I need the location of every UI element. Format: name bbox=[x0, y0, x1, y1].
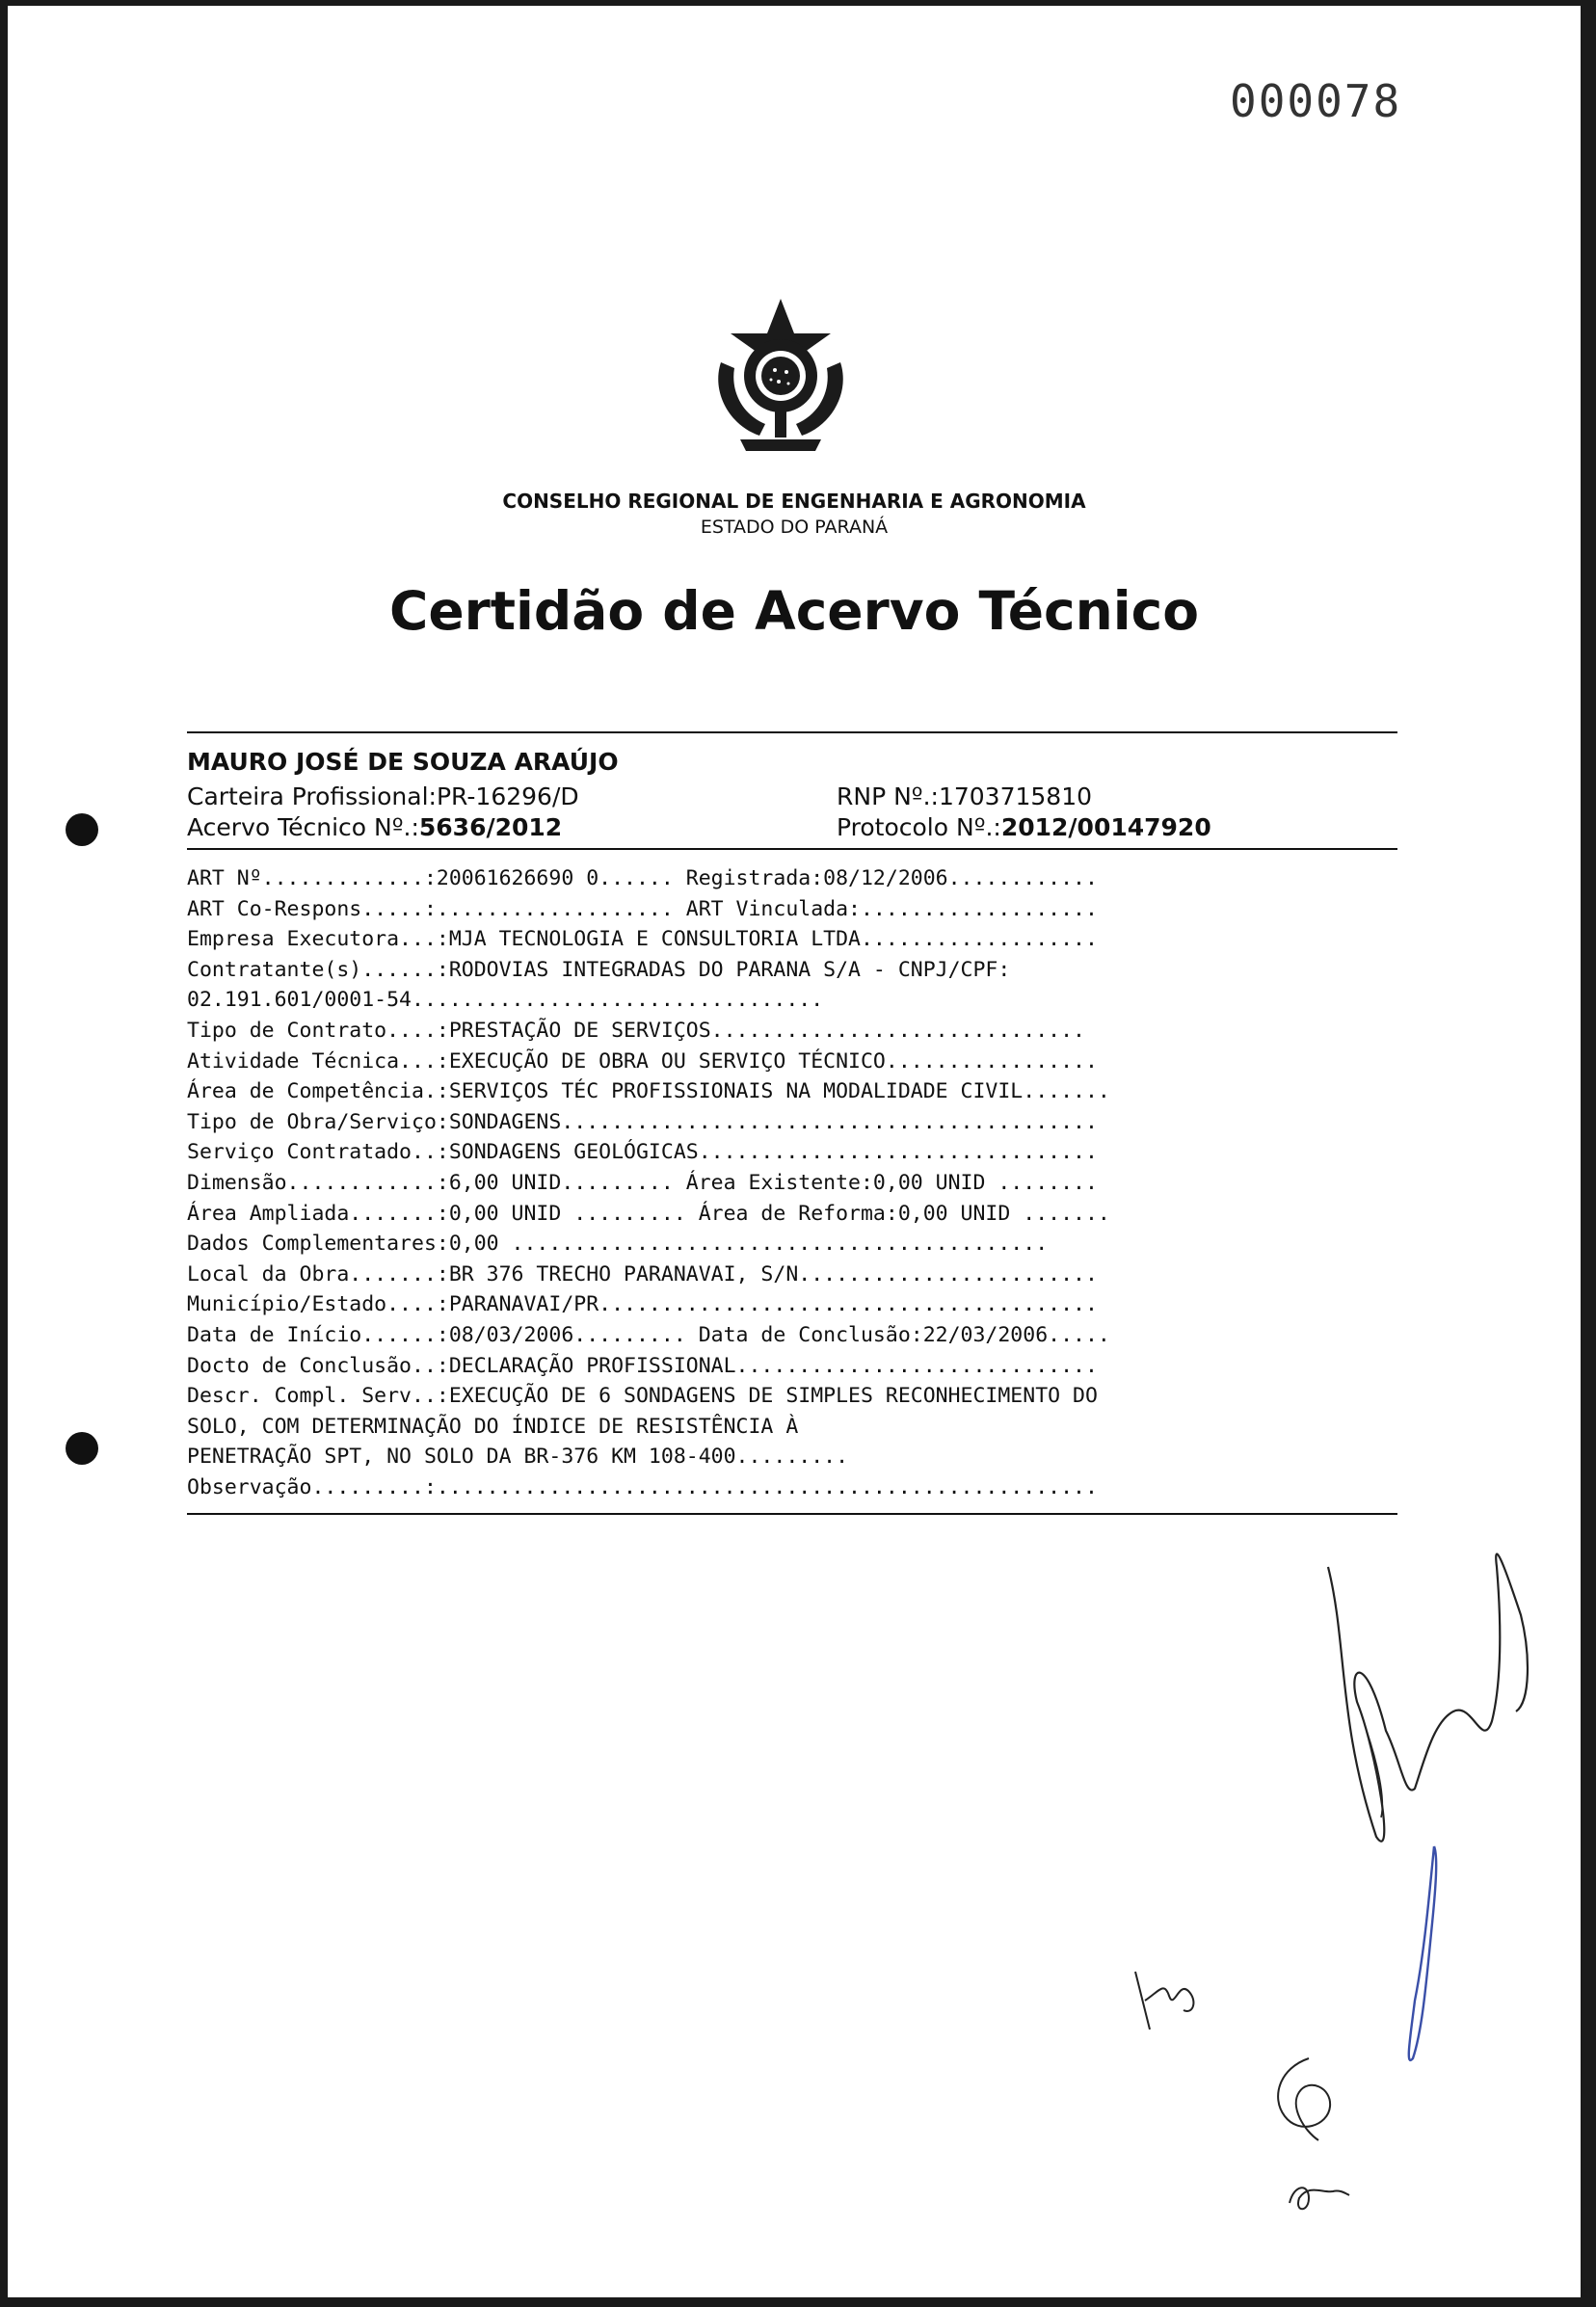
field-row: Dimensão............:6,00 UNID......... Área Existente:0,00 UNID ........ bbox=[187, 1170, 1098, 1195]
council-name: CONSELHO REGIONAL DE ENGENHARIA E AGRONOMIA bbox=[502, 490, 1086, 513]
initials-mark bbox=[1126, 1962, 1212, 2039]
rnp-value: 1703715810 bbox=[938, 782, 1093, 810]
header-divider-bottom bbox=[187, 848, 1397, 850]
protocolo-value: 2012/00147920 bbox=[1000, 813, 1211, 841]
field-row: PENETRAÇÃO SPT, NO SOLO DA BR-376 KM 108-400......... bbox=[187, 1445, 849, 1470]
initials-small bbox=[1280, 2164, 1357, 2222]
field-row: Área Ampliada.......:0,00 UNID ......... Área de Reforma:0,00 UNID ....... bbox=[187, 1201, 1110, 1226]
field-row: Docto de Conclusão..:DECLARAÇÃO PROFISSIONAL............................. bbox=[187, 1353, 1098, 1378]
header-divider-top bbox=[187, 731, 1397, 733]
punch-hole-icon bbox=[66, 1432, 98, 1465]
field-row: Tipo de Contrato....:PRESTAÇÃO DE SERVIÇOS.............................. bbox=[187, 1018, 1085, 1043]
state-name: ESTADO DO PARANÁ bbox=[700, 517, 889, 538]
page-title: Certidão de Acervo Técnico bbox=[388, 580, 1200, 642]
field-row: Atividade Técnica...:EXECUÇÃO DE OBRA OU SERVIÇO TÉCNICO................. bbox=[187, 1048, 1098, 1074]
certificate-fields bbox=[187, 863, 1399, 1502]
field-row: Área de Competência.:SERVIÇOS TÉC PROFISSIONAIS NA MODALIDADE CIVIL....... bbox=[187, 1079, 1110, 1104]
certificate-page bbox=[8, 6, 1581, 2297]
carteira-value: PR-16296/D bbox=[436, 782, 579, 810]
professional-name: MAURO JOSÉ DE SOUZA ARAÚJO bbox=[187, 748, 619, 776]
field-row: Local da Obra.......:BR 376 TRECHO PARANAVAI, S/N........................ bbox=[187, 1261, 1098, 1286]
rnp-label: RNP Nº.: bbox=[837, 782, 939, 810]
carteira-label: Carteira Profissional: bbox=[187, 782, 437, 810]
page-stamp-number: 000078 bbox=[1230, 75, 1402, 127]
acervo-label: Acervo Técnico Nº.: bbox=[187, 813, 419, 841]
carteira-profissional bbox=[187, 782, 579, 810]
initials-loop bbox=[1261, 2049, 1347, 2155]
acervo-value: 5636/2012 bbox=[418, 813, 563, 841]
field-row: Dados Complementares:0,00 ........................................... bbox=[187, 1232, 1049, 1257]
coat-of-arms-emblem bbox=[702, 295, 860, 453]
punch-hole-icon bbox=[66, 813, 98, 846]
field-row: Serviço Contratado..:SONDAGENS GEOLÓGICAS................................ bbox=[187, 1140, 1098, 1165]
field-row: Descr. Compl. Serv..:EXECUÇÃO DE 6 SONDAGENS DE SIMPLES RECONHECIMENTO DO bbox=[187, 1384, 1098, 1409]
field-row: Observação.........:..................................................... bbox=[187, 1474, 1098, 1499]
field-row: ART Co-Respons.....:................... ART Vinculada:................... bbox=[187, 896, 1098, 921]
acervo-tecnico bbox=[187, 813, 562, 841]
protocolo-label: Protocolo Nº.: bbox=[837, 813, 1001, 841]
blue-signature-stroke bbox=[1376, 1837, 1453, 2078]
field-row: ART Nº.............:20061626690 0...... Registrada:08/12/2006............ bbox=[187, 866, 1098, 890]
field-row: 02.191.601/0001-54................................. bbox=[187, 988, 824, 1013]
rnp-number bbox=[837, 782, 1092, 810]
field-row: SOLO, COM DETERMINAÇÃO DO ÍNDICE DE RESISTÊNCIA À bbox=[187, 1414, 799, 1439]
field-row: Tipo de Obra/Serviço:SONDAGENS........................................... bbox=[187, 1109, 1098, 1134]
signature-large bbox=[1309, 1509, 1540, 1866]
field-row: Empresa Executora...:MJA TECNOLOGIA E CONSULTORIA LTDA................... bbox=[187, 927, 1098, 952]
field-row: Município/Estado....:PARANAVAI/PR........................................ bbox=[187, 1292, 1098, 1317]
protocolo-number bbox=[837, 813, 1211, 841]
fields-divider-bottom bbox=[187, 1513, 1397, 1515]
field-row: Data de Início......:08/03/2006......... Data de Conclusão:22/03/2006..... bbox=[187, 1322, 1110, 1347]
field-row: Contratante(s)......:RODOVIAS INTEGRADAS DO PARANA S/A - CNPJ/CPF: bbox=[187, 957, 1011, 982]
